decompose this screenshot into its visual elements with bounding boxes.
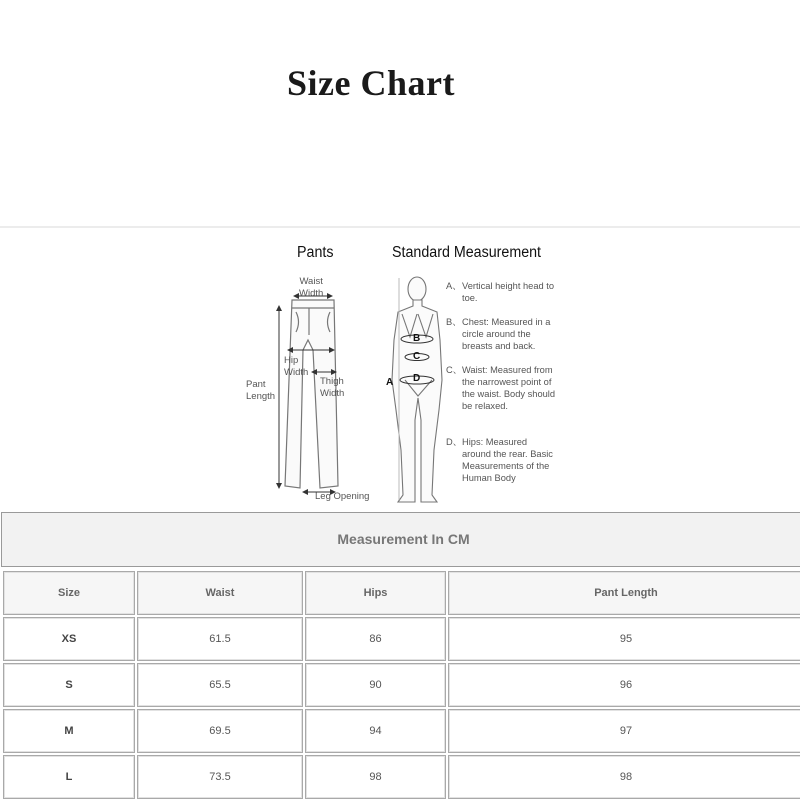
note-a: A、 Vertical height head to toe. [446, 281, 555, 303]
body-letter-a: A [386, 377, 394, 388]
hip-width-label: Hip Width [284, 355, 309, 378]
table-cell-waist: 73.5 [137, 755, 303, 799]
table-cell-size: S [3, 663, 135, 707]
size-table [0, 511, 800, 800]
table-cell-pant-length: 96 [448, 663, 800, 707]
table-cell-size: L [3, 755, 135, 799]
table-cell-hips: 86 [305, 617, 446, 661]
pant-length-label: Pant Length [246, 379, 276, 402]
table-cell-pant-length: 97 [448, 709, 800, 753]
table-cell-hips: 98 [305, 755, 446, 799]
body-letter-b: B [413, 333, 421, 344]
waist-width-label: Waist Width [299, 276, 324, 299]
table-caption: Measurement In CM [1, 512, 800, 567]
column-header-size: Size [3, 571, 135, 615]
body-letter-c: C [413, 351, 421, 362]
table-cell-hips: 90 [305, 663, 446, 707]
note-c: C、 Waist: Measured from the narrowest point of the waist. Body should be relaxed. [446, 365, 556, 411]
note-d: D、 Hips: Measured around the rear. Basic Measurements of the Human Body [446, 437, 553, 483]
table-cell-pant-length: 95 [448, 617, 800, 661]
leg-opening-label: Leg Opening [315, 491, 370, 502]
table-cell-waist: 61.5 [137, 617, 303, 661]
column-header-hips: Hips [305, 571, 446, 615]
table-cell-hips: 94 [305, 709, 446, 753]
table-cell-pant-length: 98 [448, 755, 800, 799]
note-b: B、 Chest: Measured in a circle around the breasts and back. [446, 317, 551, 351]
table-cell-size: XS [3, 617, 135, 661]
thigh-width-label: Thigh Width [320, 376, 345, 399]
body-letter-d: D [413, 373, 421, 384]
table-cell-waist: 65.5 [137, 663, 303, 707]
page-title: Size Chart [287, 63, 455, 103]
table-cell-size: M [3, 709, 135, 753]
table-cell-waist: 69.5 [137, 709, 303, 753]
standard-measurement-heading: Standard Measurement [392, 244, 542, 261]
column-header-pant-length: Pant Length [448, 571, 800, 615]
pants-heading: Pants [297, 244, 334, 261]
column-header-waist: Waist [137, 571, 303, 615]
